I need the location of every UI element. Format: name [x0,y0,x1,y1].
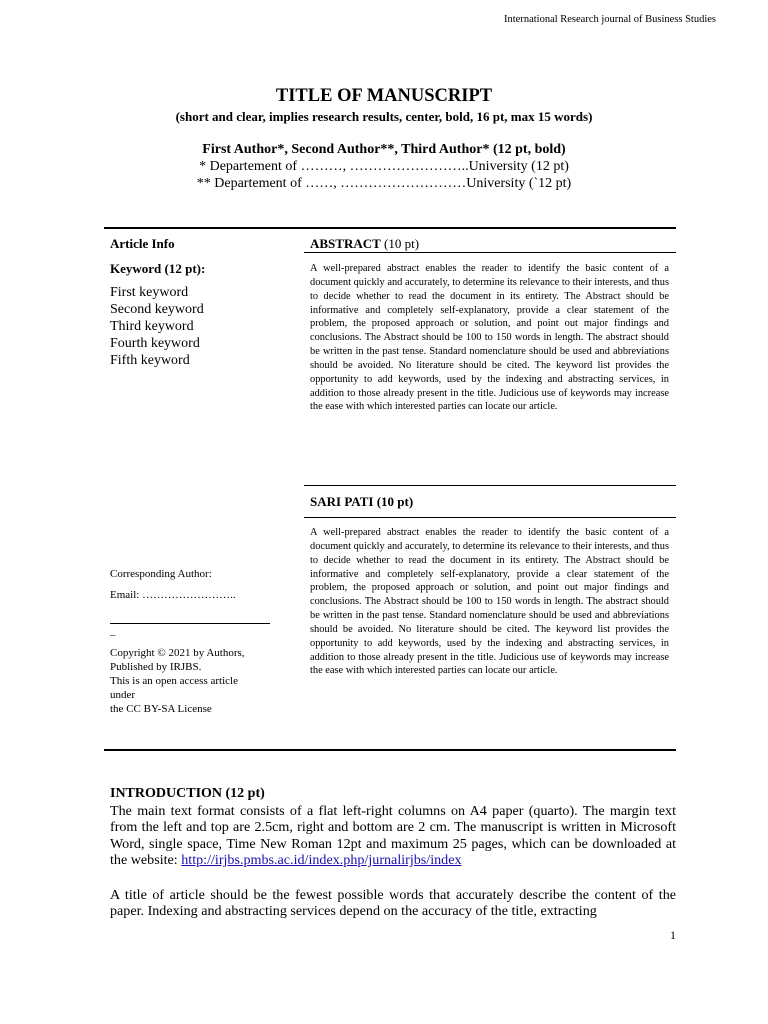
introduction-paragraph-1 [110,803,676,868]
abstract-head-rule [304,252,676,253]
email-label: Email: …………………….. [110,589,236,601]
copyright-line: This is an open access article [110,675,238,687]
copyright-line: under [110,689,136,701]
sari-pati-heading: SARI PATI (10 pt) [310,494,414,509]
keyword-item: Second keyword [110,302,204,317]
copyright-line: Copyright © 2021 by Authors, [110,647,245,659]
keyword-heading: Keyword (12 pt): [110,261,206,276]
journal-website-link[interactable]: http://irjbs.pmbs.ac.id/index.php/jurnalirjbs/index [181,851,462,868]
journal-header: International Research journal of Business Studies [504,14,716,25]
introduction-paragraph-2: A title of article should be the fewest possible words that accurately describe the content of the paper. Indexing and abstracting services depend on the accuracy of the title, extracting [110,887,676,920]
introduction-heading: INTRODUCTION (12 pt) [110,786,265,801]
article-info-label: Article Info [110,236,175,251]
signature-line [110,623,270,624]
author-line: First Author*, Second Author**, Third Author* (12 pt, bold) [202,142,566,157]
dash-mark: – [110,629,116,641]
keyword-list [110,284,204,369]
sari-head-rule [304,517,676,518]
abstract-heading-label: ABSTRACT [310,236,381,251]
corresponding-author-label: Corresponding Author: [110,568,212,580]
copyright-line: Published by IRJBS. [110,661,202,673]
bottom-divider [104,749,676,751]
top-divider [104,227,676,229]
title-subtitle: (short and clear, implies research results, center, bold, 16 pt, max 15 words) [175,109,593,124]
sari-top-rule [304,485,676,486]
page-number: 1 [670,928,676,942]
page-title: TITLE OF MANUSCRIPT [275,86,493,106]
sari-pati-text: A well-prepared abstract enables the reader to identify the basic content of a document quickly and accurately, to determine its relevance to their interests, and thus to decide whether to read the document in its entirety. The Abstract should be informative and completely self-explanatory, provide a clear statement of the problem, the proposed approach or solution, and point out major findings and conclusions. The Abstract should be 100 to 150 words in length. The abstract should be written in the past tense. Standard nomenclature should be used and abbreviations should be avoided. No literature should be cited. The keyword list provides the opportunity to add keywords, used by the indexing and abstracting services, in addition to those already present in the title. Judicious use of keywords may increase the ease with which interested parties can locate our article. [310,527,669,677]
intro-p1-text: The main text format consists of a flat left-right columns on A4 paper (quarto). The margin text from the left and top are 2.5cm, right and bottom are 2 cm. The manuscript is written in Microsoft Word, single space, Time New Roman 12pt and maximum 25 pages, which can be downloaded at the website: [110,803,676,868]
copyright-line: the CC BY-SA License [110,703,212,715]
abstract-heading-note: (10 pt) [380,236,420,251]
abstract-text: A well-prepared abstract enables the reader to identify the basic content of a document quickly and accurately, to determine its relevance to their interests, and thus to decide whether to read the document in its entirety. The Abstract should be informative and completely self-explanatory, provide a clear statement of the problem, the proposed approach or solution, and point out major findings and conclusions. The Abstract should be 100 to 150 words in length. The abstract should be written in the past tense. Standard nomenclature should be used and abbreviations should be avoided. No literature should be cited. The keyword list provides the opportunity to add keywords, used by the indexing and abstracting services, in addition to those already present in the title. Judicious use of keywords may increase the ease with which interested parties can locate our article. [310,263,669,413]
affiliation-1: * Departement of ………, ……………………..University (12 pt) [199,159,569,174]
abstract-heading [310,236,419,252]
copyright-notice [110,646,280,716]
keyword-item: Fifth keyword [110,353,190,368]
keyword-item: First keyword [110,285,189,300]
affiliation-2: ** Departement of ……, ………………………University (`12 pt) [196,176,572,191]
keyword-item: Fourth keyword [110,336,200,351]
keyword-item: Third keyword [110,319,194,334]
